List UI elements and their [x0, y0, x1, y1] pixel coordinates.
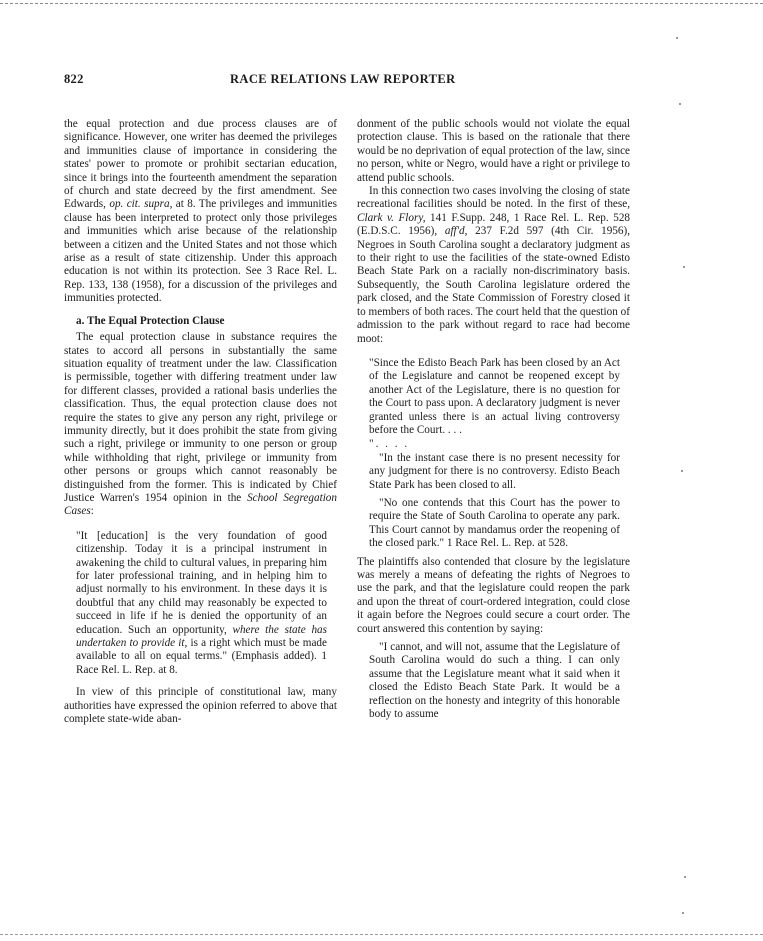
section-heading: a. The Equal Protection Clause: [76, 314, 225, 327]
right-column: [357, 118, 630, 721]
paragraph: In this connection two cases involving the closing of state recreational facilities should be noted. In the first of these, Clark v. Flory, 141 F.Supp. 248, 1 Race Rel. L. Rep. 528 (E.D.S.C. 1956), aff'd, 237 F.2d 597 (4th Cir. 1956), Negroes in South Carolina sought a declaratory judgment as to their right to use the facilities of the state-owned Edisto Beach State Park on a racially non-discriminatory basis. Subsequently, the South Carolina legislature ordered the park closed, and the State Commission of Forestry closed it to members of both races. The court held that the question of admission to the park without regard to race had become moot:: [357, 185, 631, 345]
paragraph: In view of this principle of constitutional law, many authorities have expressed the opinion referred to above that complete state-wide aban-: [64, 686, 337, 726]
scan-speck: [681, 470, 683, 472]
block-quote: "No one contends that this Court has the power to require the State of South Carolina to operate any park. This Court cannot by mandamus order the reopening of the closed park." 1 Race Rel. L. Rep. at 528.: [369, 496, 620, 550]
scan-speck: [682, 912, 684, 914]
top-scan-border: [0, 3, 763, 4]
running-head: RACE RELATIONS LAW REPORTER: [230, 72, 456, 86]
quote-ellipsis: ". . . .: [369, 438, 410, 451]
scan-speck: [676, 37, 678, 39]
paragraph: donment of the public schools would not violate the equal protection clause. This is based on the rationale that there would be no deprivation of equal protection of the law, since no person, white or Negro, would have a right or privilege to attend public schools.: [357, 118, 630, 184]
scan-speck: [679, 103, 681, 105]
scan-speck: [683, 266, 685, 268]
block-quote: "I cannot, and will not, assume that the Legislature of South Carolina would do such a thing. I can only assume that the Legislature meant what it said when it closed the Edisto Beach State Park. It would be a reflection on the honesty and integrity of this honorable body to assume: [369, 641, 620, 721]
paragraph: The plaintiffs also contended that closure by the legislature was merely a means of defeating the rights of Negroes to use the park, and that the legislature could reopen the park and upon the threat of court-ordered integration, could close it again before the Negroes could secure a court order. The court answered this contention by saying:: [357, 555, 630, 635]
left-column: [64, 118, 337, 726]
block-quote: "Since the Edisto Beach Park has been closed by an Act of the Legislature and cannot be reopened except by another Act of the Legislature, there is no question for the Court to pass upon. A declaratory judgment is never granted unless there is an actual living controversy before the Court. . . .: [369, 356, 620, 436]
paragraph: The equal protection clause in substance requires the states to accord all persons in substantially the same situation equality of treatment under the law. Classification is permissible, together with differing treatment under law for different classes, provided a rational basis underlies the classification. Thus, the equal protection clause does not require the states to give any person any right, privilege or immunity directly, but it does prohibit the state from giving such a right, privilege or immunity to one person or group while withholding that right, privilege or immunity from other persons or groups which cannot reasonably be distinguished from the former. This is indicated by Chief Justice Warren's 1954 opinion in the School Segregation Cases:: [64, 331, 337, 518]
page-number: 822: [64, 72, 84, 86]
block-quote: "In the instant case there is no present necessity for any judgment for there is no controversy. Edisto Beach State Park has been closed to all.: [369, 451, 620, 491]
bottom-scan-border: [0, 934, 763, 935]
block-quote: "It [education] is the very foundation of good citizenship. Today it is a principal instrument in awakening the child to cultural values, in preparing him for later professional training, and in helping him to adjust normally to his environment. In these days it is doubtful that any child may reasonably be expected to succeed in life if he is denied the opportunity of an education. Such an opportunity, where the state has undertaken to provide it, is a right which must be made available to all on equal terms." (Emphasis added). 1 Race Rel. L. Rep. at 8.: [76, 529, 328, 676]
scan-speck: [684, 876, 686, 878]
paragraph: the equal protection and due process clauses are of significance. However, one writer has deemed the privileges and immunities clause of importance in considering the states' power to promote or prohibit sectarian education, since it brings into the fourteenth amendment the separation of church and state decreed by the first amendment. See Edwards, op. cit. supra, at 8. The privileges and immunities clause has been interpreted to protect only those privileges and immunities which arise because of the relationship between a citizen and the United States and not those which arise as a result of state citizenship. Under this approach education is not within its protection. See 3 Race Rel. L. Rep. 133, 138 (1958), for a discussion of the privileges and immunities protected.: [64, 118, 337, 305]
